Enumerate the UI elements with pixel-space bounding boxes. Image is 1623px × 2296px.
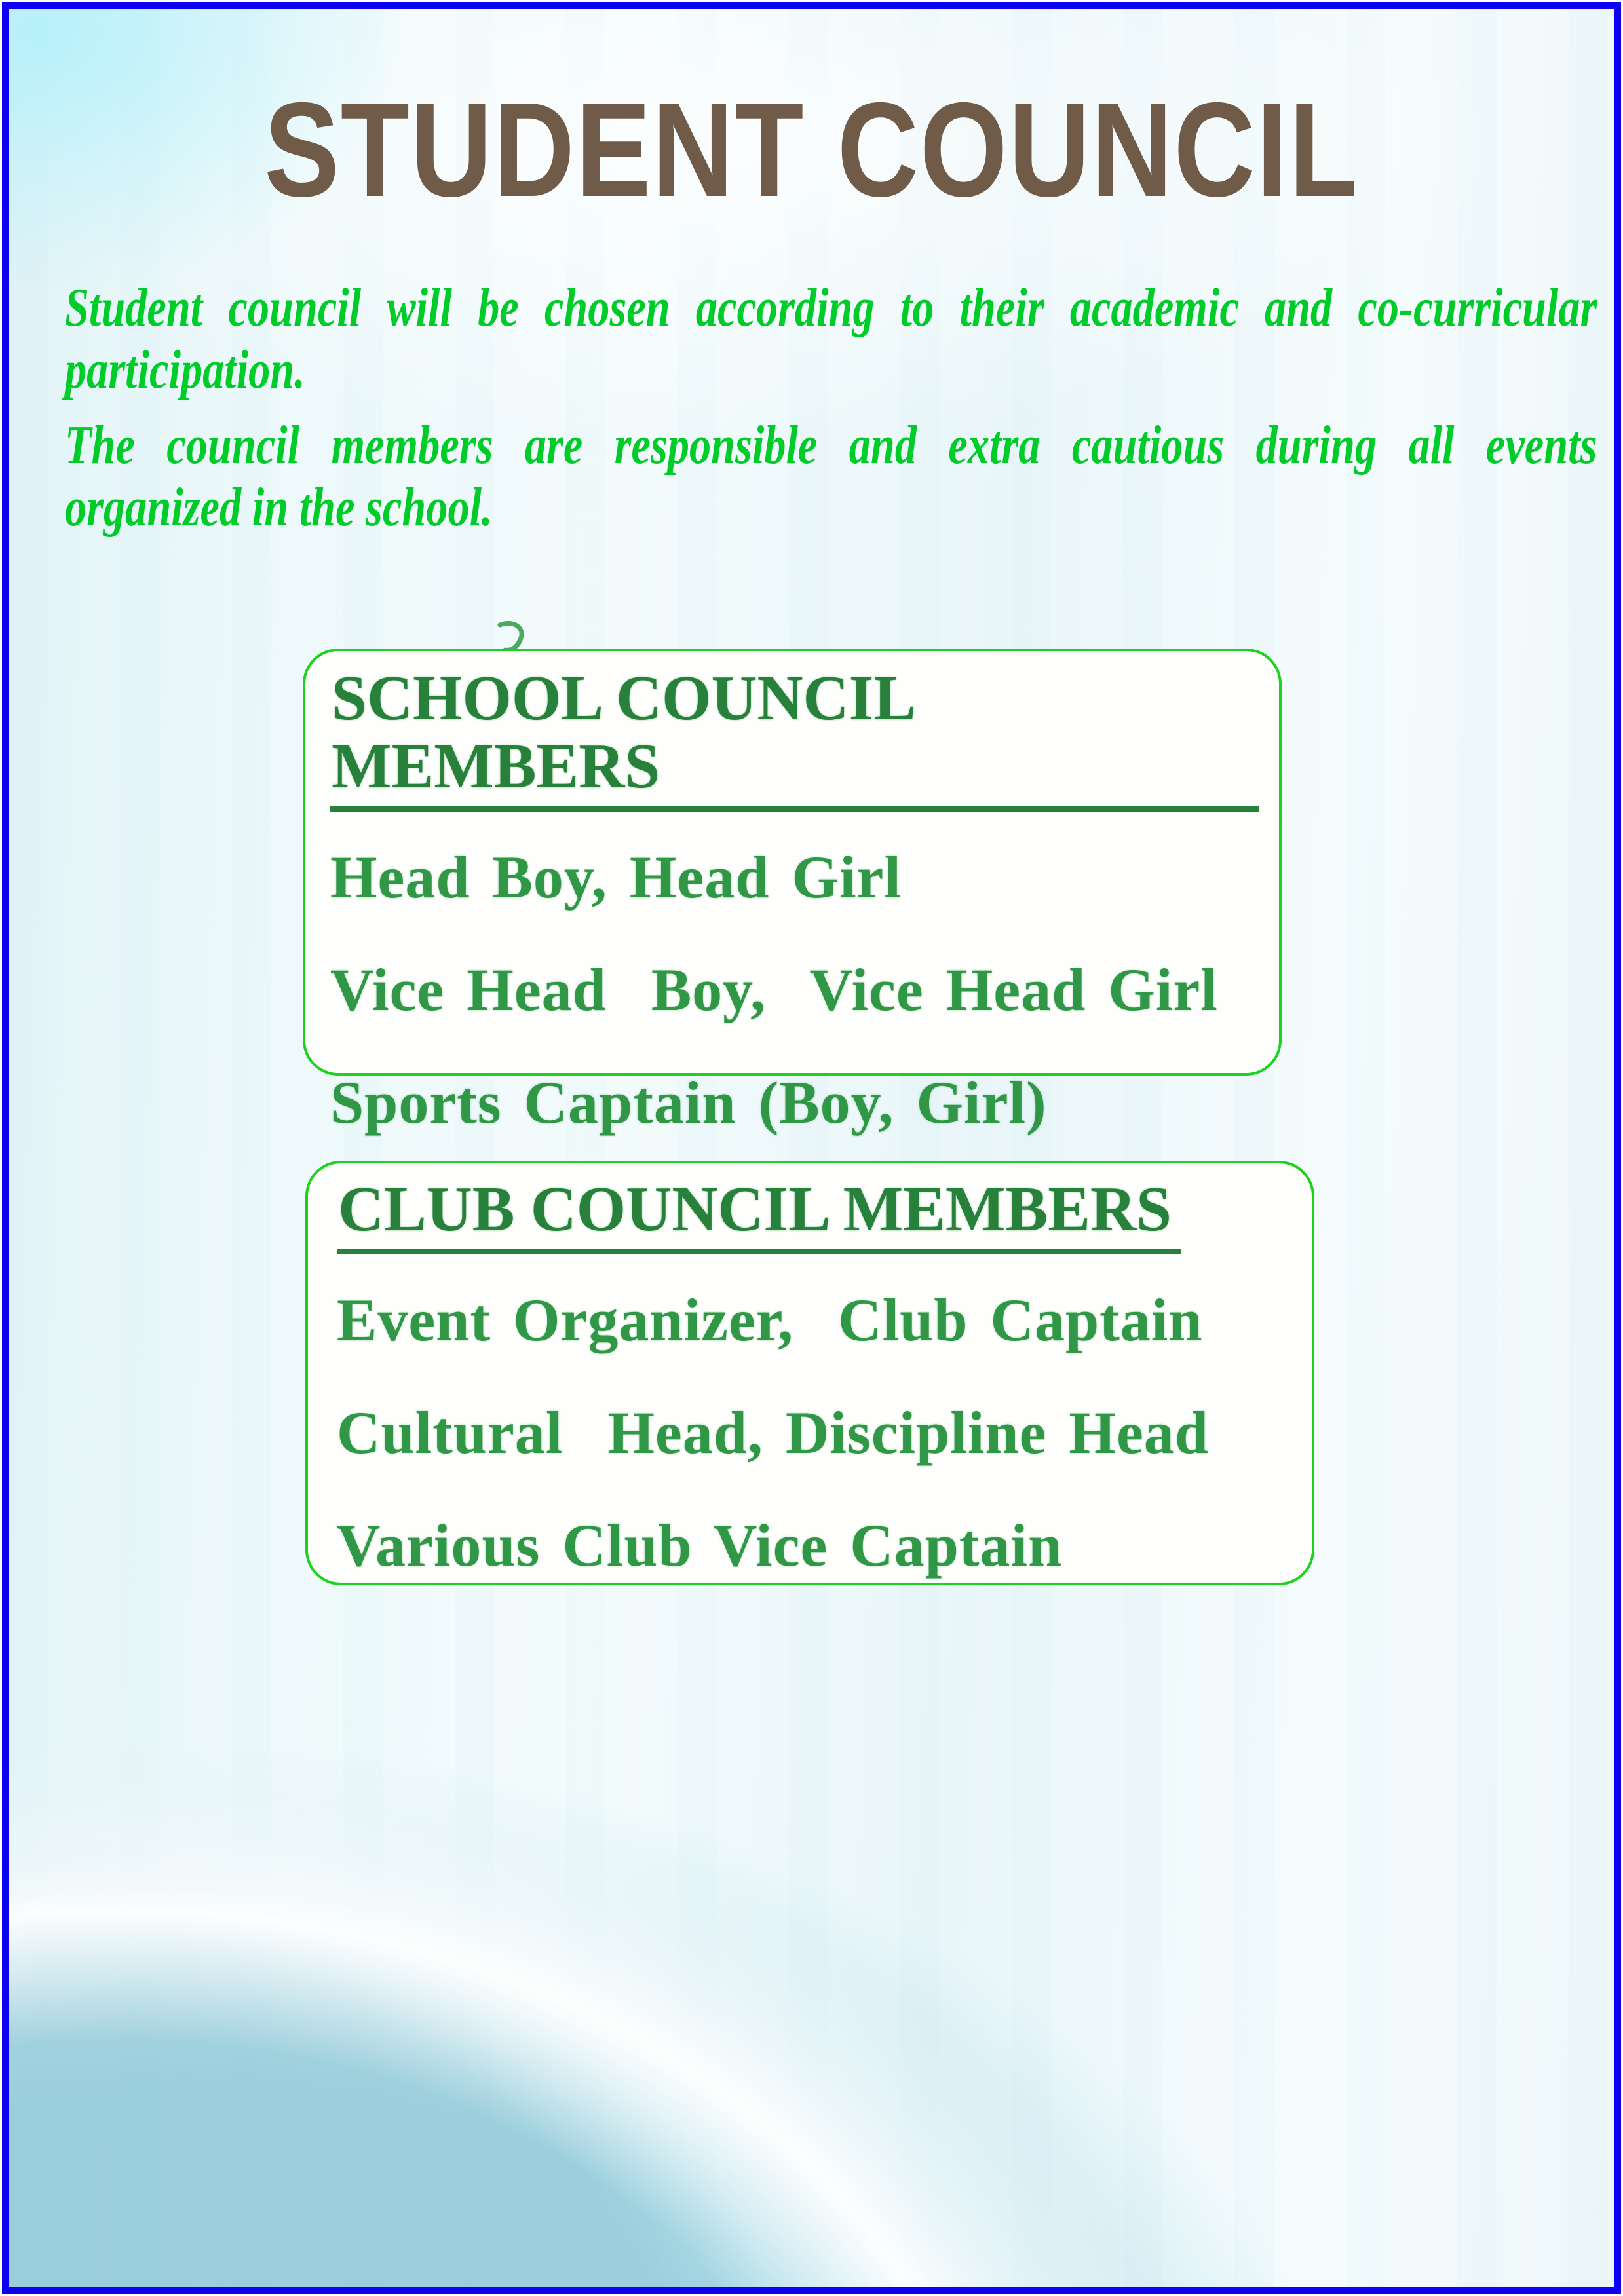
club-council-box bbox=[305, 1161, 1314, 1585]
intro-line: The council members are responsible and extra cautious during all events bbox=[65, 415, 1597, 476]
box-line: Event Organizer, Club Captain bbox=[337, 1287, 1203, 1353]
intro-paragraph-2 bbox=[65, 414, 1597, 538]
club-box-lines bbox=[337, 1264, 1292, 1602]
club-box-heading: CLUB COUNCIL MEMBERS bbox=[337, 1175, 1181, 1254]
school-box-lines bbox=[330, 821, 1259, 1159]
intro-line: participation. bbox=[65, 339, 305, 400]
school-box-heading: SCHOOL COUNCIL MEMBERS bbox=[330, 664, 1259, 812]
box-line: Sports Captain (Boy, Girl) bbox=[330, 1069, 1047, 1136]
page-title: STUDENT COUNCIL bbox=[264, 75, 1359, 225]
intro-paragraph-1 bbox=[65, 276, 1597, 401]
intro-line: Student council will be chosen according to their academic and co-curricular bbox=[65, 277, 1597, 338]
box-line: Head Boy, Head Girl bbox=[330, 844, 902, 911]
intro-section bbox=[65, 276, 1597, 552]
box-line: Cultural Head, Discipline Head bbox=[337, 1399, 1209, 1466]
intro-line: organized in the school. bbox=[65, 477, 493, 538]
school-council-box bbox=[303, 649, 1282, 1136]
box-line: Vice Head Boy, Vice Head Girl bbox=[330, 956, 1218, 1023]
page-frame bbox=[2, 2, 1621, 2294]
box-line: Various Club Vice Captain bbox=[337, 1512, 1063, 1579]
